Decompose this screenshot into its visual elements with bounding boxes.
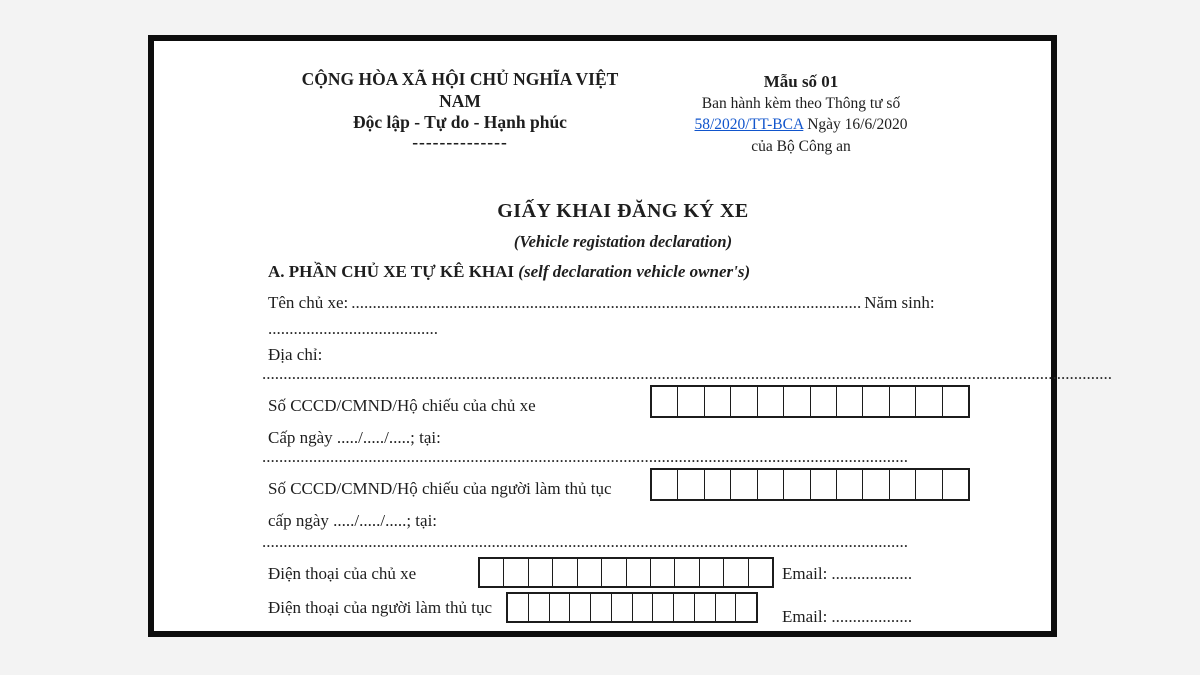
digit-box: [653, 594, 674, 621]
owner-phone-digit-grid: [478, 557, 774, 588]
digit-box: [675, 559, 699, 586]
digit-box: [652, 387, 678, 416]
country-name-line2: NAM: [439, 90, 481, 111]
birth-year-dotted-line: ........................................: [268, 319, 438, 338]
owner-name-row: [268, 293, 935, 313]
agent-email-dotted-line: ...................: [831, 607, 913, 626]
digit-box: [943, 387, 968, 416]
digit-box: [784, 470, 810, 499]
agent-email-row: [782, 607, 964, 627]
owner-name-dotted-line: ........................................................................................................................: [351, 293, 862, 312]
section-a-heading: [268, 262, 750, 282]
form-number: Mẫu số 01: [763, 72, 839, 91]
digit-box: [529, 594, 550, 621]
digit-box: [916, 387, 942, 416]
agent-email-label: Email:: [782, 607, 828, 626]
digit-box: [678, 387, 704, 416]
digit-box: [758, 387, 784, 416]
digit-box: [602, 559, 626, 586]
owner-id-place-dotted-line: ........................................................................................................................................................: [262, 447, 908, 466]
digit-box: [811, 470, 837, 499]
digit-box: [890, 387, 916, 416]
digit-box: [652, 470, 678, 499]
agent-id-issue-line: cấp ngày ...../...../.....; tại:: [268, 511, 438, 530]
digit-box: [837, 470, 863, 499]
digit-box: [612, 594, 633, 621]
digit-box: [705, 387, 731, 416]
form-document: [148, 35, 1112, 637]
digit-box: [863, 470, 889, 499]
digit-box: [695, 594, 716, 621]
digit-box: [731, 470, 757, 499]
section-a-label-en: (self declaration vehicle owner's): [518, 262, 751, 281]
issuer-line: của Bộ Công an: [751, 137, 851, 155]
digit-box: [784, 387, 810, 416]
digit-box: [550, 594, 571, 621]
owner-name-label: Tên chủ xe:: [268, 293, 349, 312]
digit-box: [678, 470, 704, 499]
digit-box: [508, 594, 529, 621]
digit-box: [837, 387, 863, 416]
circular-line: [648, 114, 954, 136]
form-number-block: [648, 71, 954, 157]
circular-link[interactable]: 58/2020/TT-BCA: [694, 116, 804, 133]
agent-id-digit-grid: [650, 468, 970, 501]
digit-box: [916, 470, 942, 499]
owner-phone-label: Điện thoại của chủ xe: [268, 564, 417, 583]
owner-id-label: Số CCCD/CMND/Hộ chiếu của chủ xe: [268, 396, 536, 415]
digit-box: [749, 559, 772, 586]
owner-id-digit-grid: [650, 385, 970, 418]
owner-id-issue-line: Cấp ngày ...../...../.....; tại:: [268, 428, 441, 447]
digit-box: [700, 559, 724, 586]
owner-email-dotted-line: ...................: [831, 564, 913, 583]
digit-box: [943, 470, 968, 499]
digit-box: [731, 387, 757, 416]
agent-phone-digit-grid: [506, 592, 758, 623]
motto-divider: --------------: [412, 131, 508, 152]
digit-box: [724, 559, 748, 586]
address-label: Địa chỉ:: [268, 345, 323, 364]
owner-email-row: [782, 564, 964, 584]
digit-box: [480, 559, 504, 586]
digit-box: [863, 387, 889, 416]
owner-email-label: Email:: [782, 564, 828, 583]
address-dotted-line: ........................................................................................................................................................................................................: [262, 364, 1112, 383]
digit-box: [591, 594, 612, 621]
digit-box: [633, 594, 654, 621]
national-motto: Độc lập - Tự do - Hạnh phúc: [353, 112, 567, 132]
country-name-line1: CỘNG HÒA XÃ HỘI CHỦ NGHĨA VIỆT: [301, 69, 619, 89]
circular-date: Ngày 16/6/2020: [803, 116, 908, 133]
national-header: [282, 69, 638, 150]
digit-box: [890, 470, 916, 499]
form-subtitle: (Vehicle registation declaration): [513, 232, 733, 251]
birth-year-label: Năm sinh:: [864, 293, 935, 312]
digit-box: [736, 594, 756, 621]
digit-box: [578, 559, 602, 586]
agent-id-label: Số CCCD/CMND/Hộ chiếu của người làm thủ tục: [268, 479, 612, 498]
agent-id-place-dotted-line: ........................................................................................................................................................: [262, 532, 908, 551]
agent-phone-label: Điện thoại của người làm thủ tục: [268, 598, 493, 617]
digit-box: [716, 594, 737, 621]
digit-box: [553, 559, 577, 586]
digit-box: [811, 387, 837, 416]
section-a-label-vi: A. PHẦN CHỦ XE TỰ KÊ KHAI: [268, 262, 515, 281]
form-title: GIẤY KHAI ĐĂNG KÝ XE: [497, 200, 749, 222]
issued-with-line: Ban hành kèm theo Thông tư số: [701, 94, 901, 112]
digit-box: [705, 470, 731, 499]
digit-box: [674, 594, 695, 621]
digit-box: [529, 559, 553, 586]
digit-box: [504, 559, 528, 586]
digit-box: [758, 470, 784, 499]
digit-box: [651, 559, 675, 586]
digit-box: [570, 594, 591, 621]
digit-box: [627, 559, 651, 586]
